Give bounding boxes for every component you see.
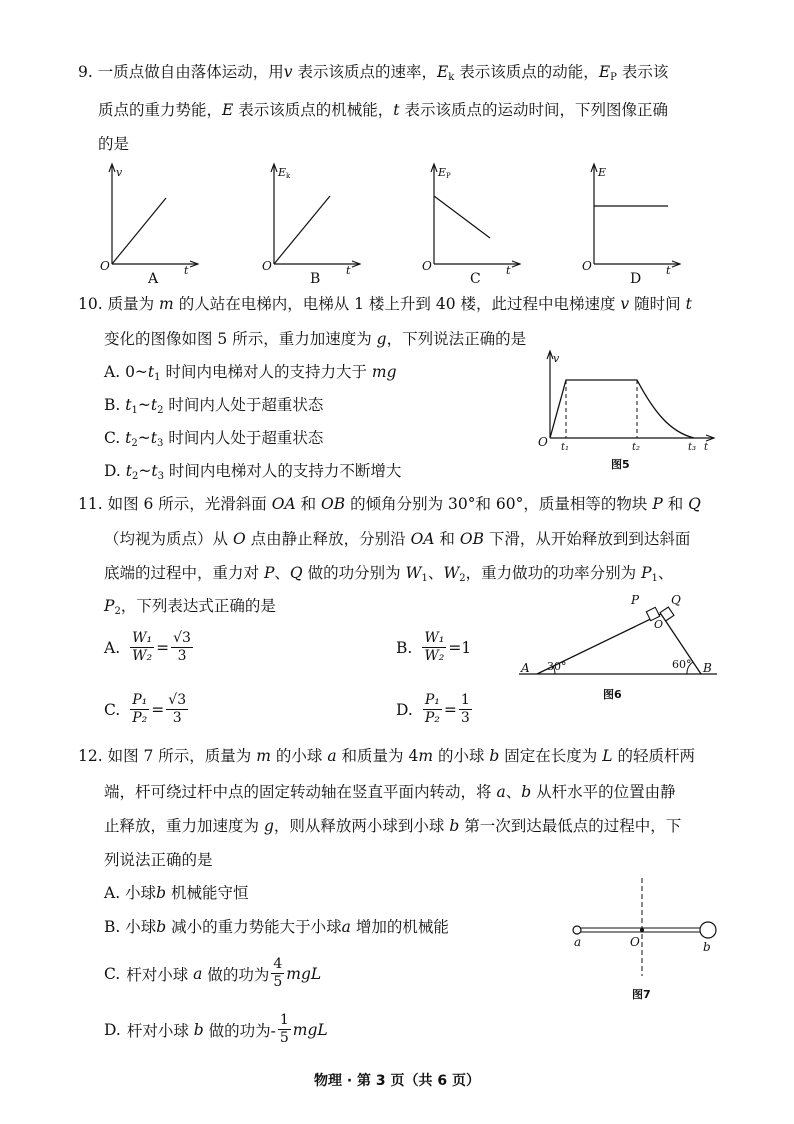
fig5-tick-t3: t₃ <box>688 442 697 453</box>
q12-line4: 列说法正确的是 <box>104 851 213 869</box>
q11-figure6 <box>515 588 725 703</box>
q10-option-d: D. $t_2\sim t_3$ 时间内电梯对人的支持力不断增大 <box>104 462 402 482</box>
q9-graph-a <box>98 162 208 287</box>
q9-a-line <box>112 198 166 264</box>
q11-option-b: B. $\frac{\text{W₁}}{\text{W₂}}$ =1 <box>396 630 472 664</box>
q11-option-a: A. $\frac{\text{W₁}}{\text{W₂}}$ = $\frac{√3}{3}$ <box>104 630 191 664</box>
q10-line1: 10. 质量为 m 的人站在电梯内，电梯从 1 楼上升到 40 楼，此过程中电梯速度 v 随时间 t <box>78 295 692 313</box>
fig5-tick-t1: t₁ <box>561 442 570 453</box>
fig7-label-a: a <box>574 935 582 949</box>
q9-graph-b <box>260 162 370 287</box>
q9-c-ylabel: EP <box>438 166 451 180</box>
q10-figure5 <box>536 350 721 475</box>
q10-option-b: B. $t_1\sim t_2$ 时间内人处于超重状态 <box>104 396 324 416</box>
fig5-origin: O <box>538 435 548 449</box>
q9-line2: 质点的重力势能，E 表示该质点的机械能，t 表示该质点的运动时间，下列图像正确 <box>98 101 668 119</box>
q9-c-caption: C <box>470 271 481 287</box>
fig5-caption: 图5 <box>611 458 630 471</box>
fig5-ylabel: v <box>553 352 560 365</box>
fig6-label-o: O <box>654 618 664 631</box>
q9-line3: 的是 <box>98 135 130 153</box>
fig7-ball-a <box>573 926 581 934</box>
q9-a-ylabel: v <box>116 166 123 179</box>
q11-line1: 11. 如图 6 所示，光滑斜面 OA 和 OB 的倾角分别为 30°和 60°，质量相等的物块 P 和 Q <box>78 495 701 513</box>
page-footer: 物理 · 第 3 页（共 6 页） <box>313 1073 481 1089</box>
q9-line1: 9. 一质点做自由落体运动，用v 表示该质点的速率，$E_k$ 表示该质点的动能，$E_P$ 表示该 <box>78 63 669 83</box>
q9-graph-c <box>420 162 530 287</box>
q9-a-caption: A <box>148 271 159 287</box>
q11-option-c: C. $\frac{\text{P₁}}{\text{P₂}}$ = $\frac{√3}{3}$ <box>104 692 187 726</box>
q12-figure7 <box>566 876 726 1006</box>
q9-d-ylabel: E <box>598 166 607 179</box>
q12-option-d: D. 杆对小球 b 做的功为- $\frac{1}{5}$ mgL <box>104 1012 328 1046</box>
fig7-ball-b <box>700 922 716 938</box>
q12-option-a: A. 小球b 机械能守恒 <box>104 884 249 902</box>
q9-b-origin: O <box>262 259 272 273</box>
q9-b-ylabel: Ek <box>278 166 291 180</box>
fig6-label-q: Q <box>671 593 681 607</box>
q10-option-c: C. $t_2\sim t_3$ 时间内人处于超重状态 <box>104 429 324 449</box>
q11-line2: （均视为质点）从 O 点由静止释放，分别沿 OA 和 OB 下滑，从开始释放到到达斜面 <box>104 530 691 548</box>
q12-option-b: B. 小球b 减小的重力势能大于小球a 增加的机械能 <box>104 918 449 936</box>
fig7-caption: 图7 <box>632 988 651 1001</box>
q9-b-xlabel: t <box>346 264 351 277</box>
q10-line2: 变化的图像如图 5 所示，重力加速度为 g，下列说法正确的是 <box>104 330 527 348</box>
q12-option-c: C. 杆对小球 a 做的功为 $\frac{4}{5}$ mgL <box>104 956 322 990</box>
q10-vt-curve <box>550 380 694 438</box>
fig6-angle-b: 60° <box>672 658 692 671</box>
q9-b-caption: B <box>310 271 321 287</box>
fig6-label-a: A <box>521 661 530 675</box>
fig6-label-p: P <box>631 593 640 607</box>
q9-d-caption: D <box>630 271 642 287</box>
q9-b-line <box>274 196 330 264</box>
fig6-angle-a: 30° <box>547 660 567 673</box>
q9-c-xlabel: t <box>506 264 511 277</box>
q9-c-line <box>434 196 490 238</box>
q10-option-a: A. $0\sim t_1$ 时间内电梯对人的支持力大于 mg <box>104 363 397 383</box>
q11-option-d: D. $\frac{\text{P₁}}{\text{P₂}}$ = $\frac{1}{3}$ <box>396 692 470 726</box>
q11-line3: 底端的过程中，重力对 P、Q 做的功分别为 $W_1$、$W_2$，重力做功的功率分别为 $P_1$、 <box>104 564 674 584</box>
q9-d-xlabel: t <box>666 264 671 277</box>
fig6-caption: 图6 <box>603 688 622 701</box>
fig7-pivot <box>640 928 644 932</box>
q11-line4: $P_2$，下列表达式正确的是 <box>104 597 276 617</box>
fig5-xlabel: t <box>704 442 709 453</box>
fig6-label-b: B <box>703 661 712 675</box>
q9-graph-d <box>580 162 690 287</box>
q12-line2: 端，杆可绕过杆中点的固定转动轴在竖直平面内转动，将 a、b 从杆水平的位置由静 <box>104 783 676 801</box>
q12-line3: 止释放，重力加速度为 g，则从释放两小球到小球 b 第一次到达最低点的过程中，下 <box>104 817 682 835</box>
fig5-tick-t2: t₂ <box>632 442 641 453</box>
q9-d-origin: O <box>582 259 592 273</box>
q9-a-origin: O <box>100 259 110 273</box>
fig7-label-o: O <box>630 935 640 949</box>
q12-line1: 12. 如图 7 所示，质量为 m 的小球 a 和质量为 4m 的小球 b 固定在长度为 L 的轻质杆两 <box>78 747 695 765</box>
fig7-label-b: b <box>703 940 711 954</box>
q9-c-origin: O <box>422 259 432 273</box>
q9-a-xlabel: t <box>184 264 189 277</box>
